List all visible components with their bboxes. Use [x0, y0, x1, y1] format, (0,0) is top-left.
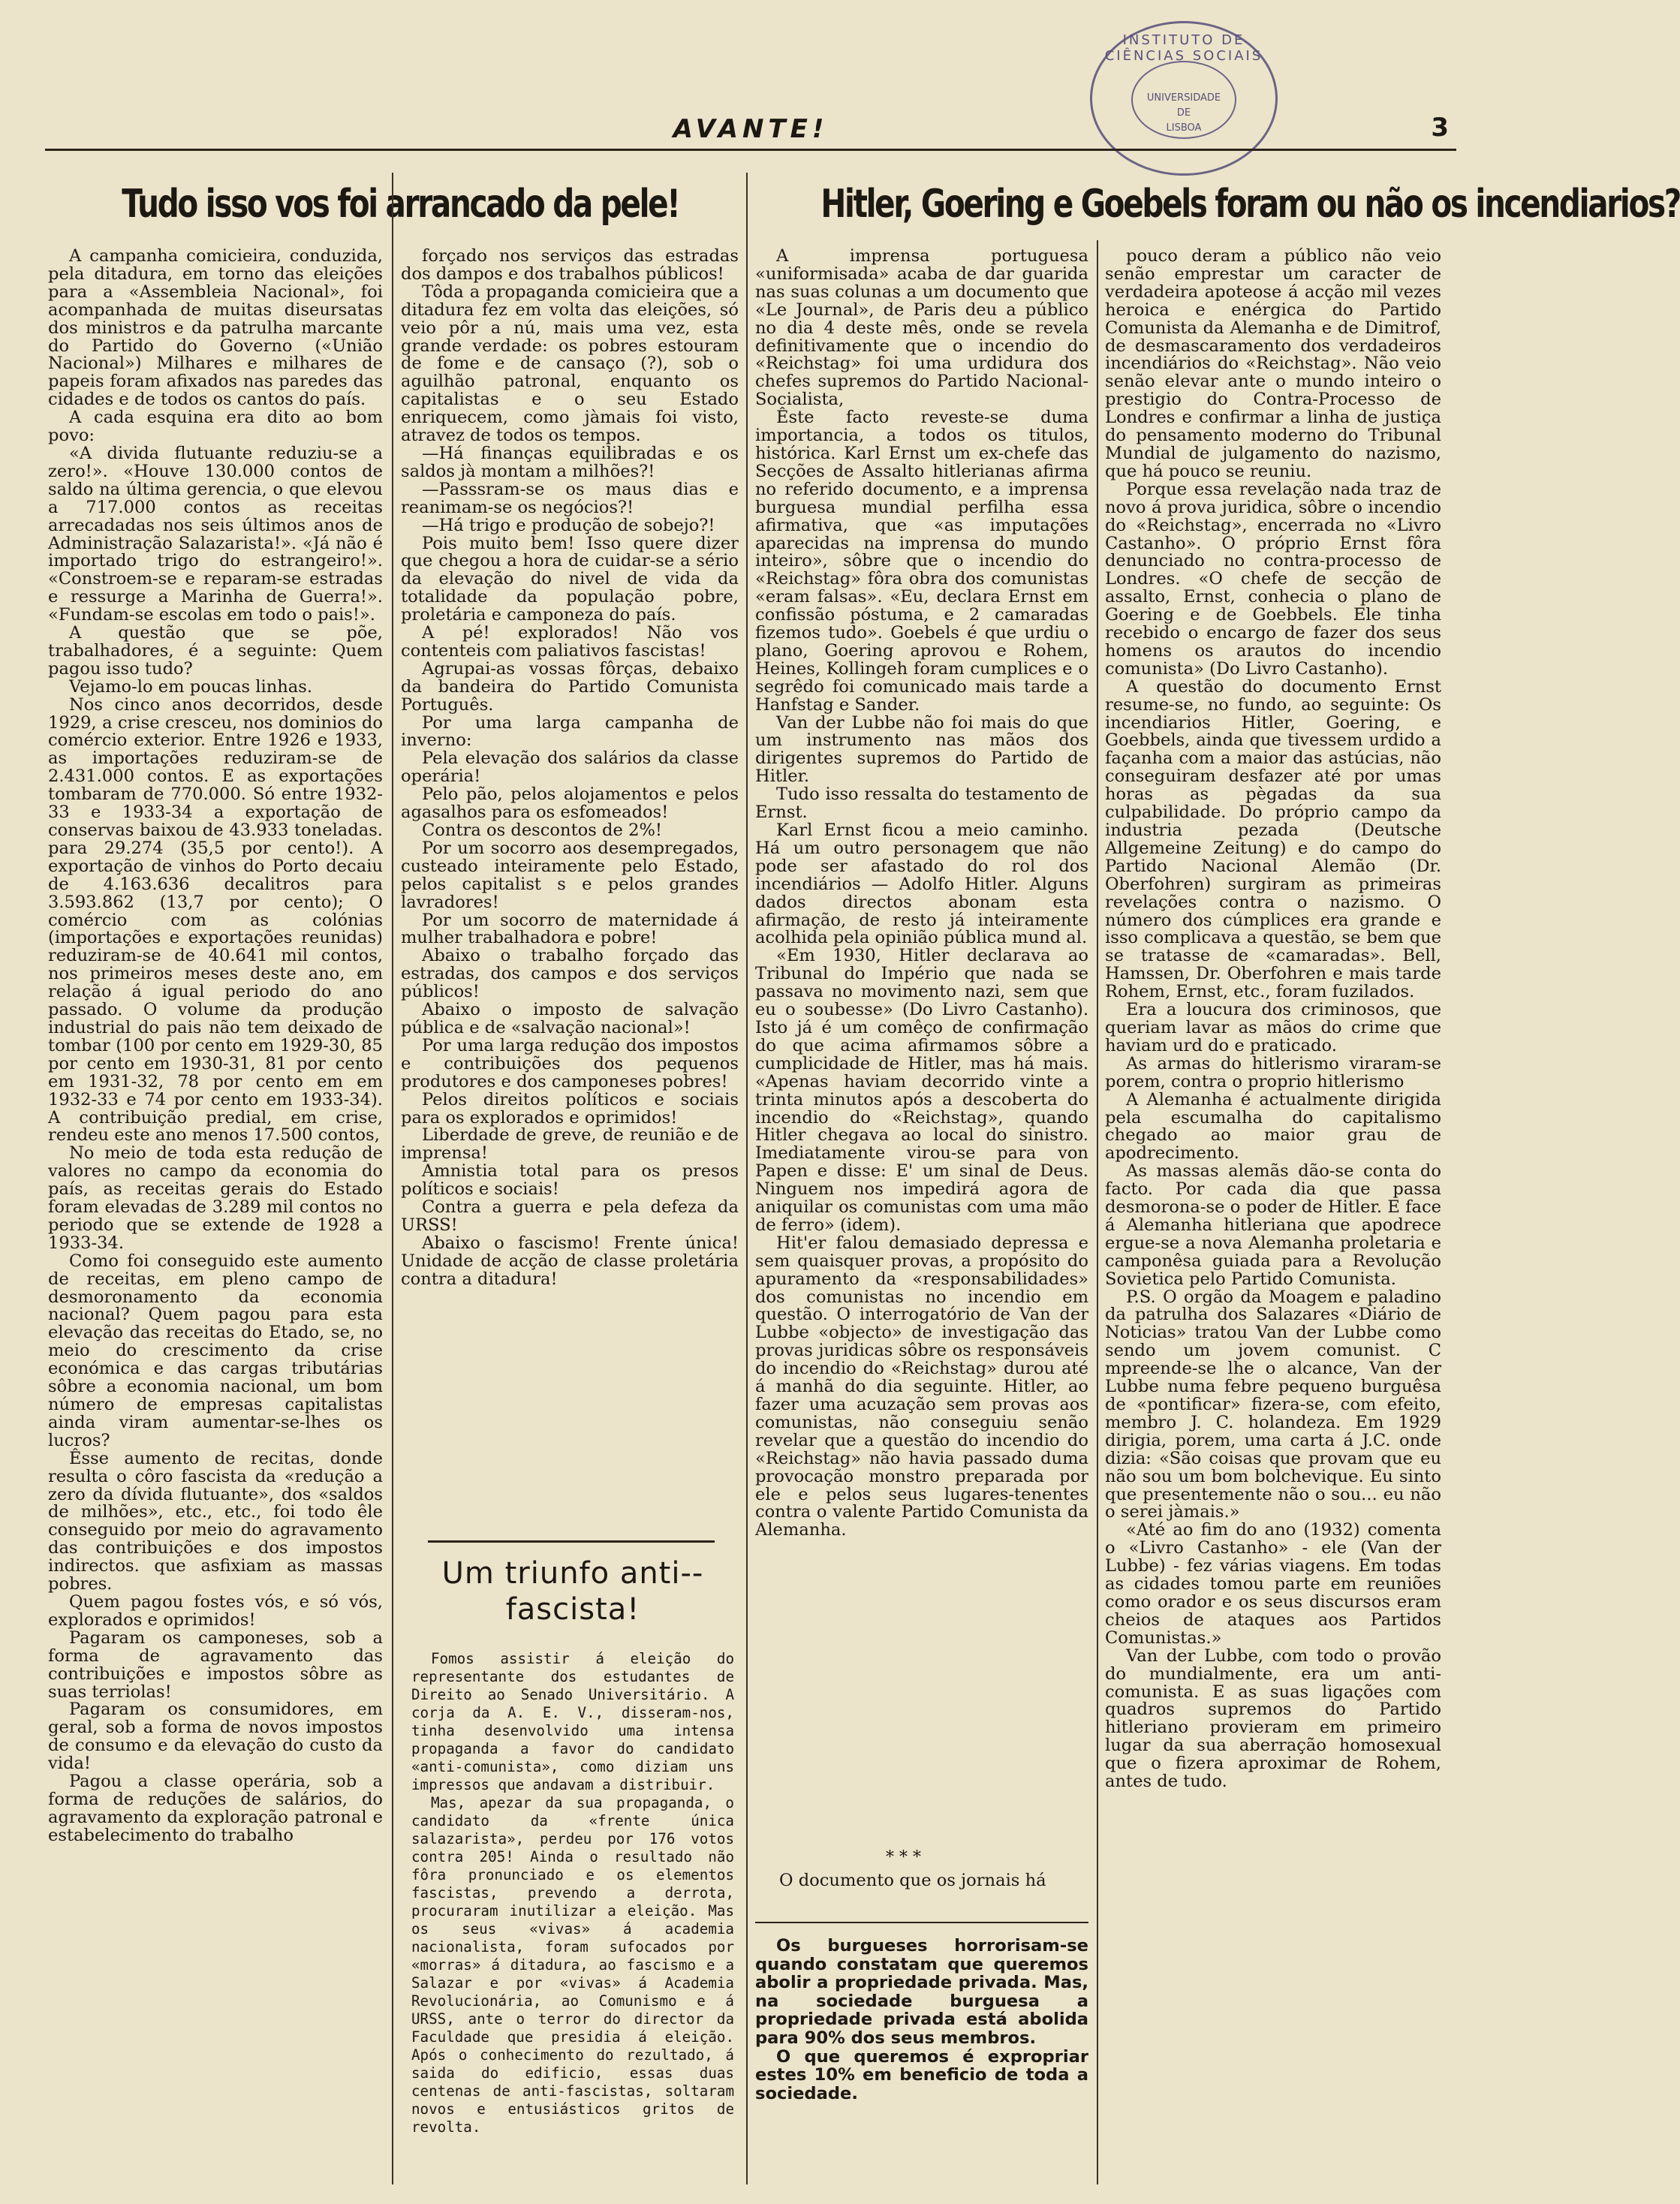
paragraph: Agrupai-as vossas fôrças, debaixo da bandeira do Partido Comunista Português.	[401, 658, 739, 715]
paragraph: Os burgueses horrorisam-se quando constatam que queremos abolir a propriedade privada. Mas, na sociedade burguesa a propriedade privada está abolida para 90% dos seus membros.	[755, 1936, 1088, 2048]
paragraph: Amnistia total para os presos políticos e sociais!	[401, 1161, 739, 1200]
paragraph: Fomos assistir á eleição do representante dos estudantes de Direito ao Senado Universitário. A corja da A. E. V., disseram-nos, tinha desenvolvido uma intensa propaganda a favor do candidato «anti-comunista», como diziam uns impressos que andavam a distribuir.	[411, 1650, 734, 1793]
stamp-line-3: LISBOA	[1166, 122, 1202, 134]
paragraph: Abaixo o fascismo! Frente única! Unidade de acção de classe proletária contra a ditadura!	[401, 1233, 739, 1289]
paragraph: Por um socorro de maternidade á mulher trabalhadora e pobre!	[401, 910, 739, 948]
paragraph: Porque essa revelação nada traz de novo á prova juridica, sôbre o incendio do «Reichstag», encerrada no «Livro Castanho». O próprio Ernst fôra denunciado no contra-processo de Londres. «O chefe de secção de assalto, Ernst, conhecia o plano de Goering e de Goebbels. Ele tinha recebido o encargo de fazer dos seus homens os arautos do incendio comunista» (Do Livro Castanho).	[1105, 479, 1441, 679]
paragraph: Hit'er falou demasiado depressa e sem quaisquer provas, a propósito do apuramento da «responsabilidades» dos comunistas no incendio em questão. O interrogatório de Van der Lubbe «objecto» de investigação das provas juridicas sôbre os responsáveis do incendio do «Reichstag» durou até á manhã do dia seguinte. Hitler, ao fazer uma acuzação sem provas aos comunistas, não conseguiu senão revelar que a questão do incendio do «Reichstag» não havia passado duma provocação monstro preparada por ele e pelos seus lugares-tenentes contra o valente Partido Comunista da Alemanha.	[755, 1233, 1088, 1540]
paragraph: Pagaram os consumidores, em geral, sob a forma de novos impostos de consumo e da elevação do custo da vida!	[48, 1700, 383, 1774]
left-article-column-1	[48, 248, 383, 1845]
paragraph: A imprensa portuguesa «uniformisada» acaba de dar guarida nas suas colunas a um documento que «Le Journal», de Paris deu a público no dia 4 deste mês, onde se revela definitivamente que o incendio do «Reichstag» foi uma urdidura dos chefes supremos do Partido Nacional-Socialista,	[755, 246, 1088, 410]
paragraph: Tôda a propaganda comicieira que a ditadura fez em volta das eleições, só veio pôr a nú, mais uma vez, esta grande verdade: os pobres estouram de fome e de cansaço (?), sob o aguilhão patronal, enquanto os capitalistas e o seu Estado enriquecem, como jàmais foi visto, atravez de todos os tempos.	[401, 282, 739, 446]
column-divider-1	[392, 173, 393, 2184]
paragraph: As armas do hitlerismo viraram-se porem, contra o proprio hitlerismo	[1105, 1053, 1441, 1091]
stamp-line-1: UNIVERSIDADE	[1146, 92, 1221, 104]
masthead	[45, 113, 1456, 151]
note-separator	[755, 1922, 1088, 1923]
paragraph: Como foi conseguido este aumento de receitas, em pleno campo de desmoronamento da economia nacional? Quem pagou para esta elevação das receitas do Etado, se, no meio do crescimento da crise económica e das cargas tributárias sôbre a economia nacional, um bom número de empresas capitalistas ainda viram aumentar-se-lhes os lucros?	[48, 1251, 383, 1450]
paragraph: Êste facto reveste-se duma importancia, a todos os titulos, histórica. Karl Ernst um ex-chefe das Secções de Assalto hitlerianas afirma no referido documento, e a imprensa burguesa mundial perfilha essa afirmativa, que «as imputações aparecidas na imprensa do mundo inteiro», sôbre que o incendio do «Reichstag» fôra obra dos comunistas «eram falsas». «Eu, declara Ernst em confissão póstuma, e 2 camaradas fizemos tudo». Goebels é que urdiu o plano, Goering aprovou e Rohem, Heines, Kollingeh foram cumplices e o segrêdo foi comunicado mais tarde a Hanfstag e Sander.	[755, 408, 1088, 715]
paragraph: Liberdade de greve, de reunião e de imprensa!	[401, 1125, 739, 1164]
document-continuation-line: O documento que os jornais há	[779, 1871, 1046, 1890]
paragraph: forçado nos serviços das estradas dos dampos e dos trabalhos públicos!	[401, 246, 739, 284]
paragraph: Pagou a classe operária, sob a forma de reduções de salários, do agravamento da exploração patronal e estabelecimento do trabalho	[48, 1772, 383, 1845]
paragraph: Mas, apezar da sua propaganda, o candidato da «frente única salazarista», perdeu por 176 votos contra 205! Ainda o resultado não fôra pronunciado e os elementos fascistas, prevendo a derrota, procuraram inutilizar a eleição. Mas os seus «vivas» á academia nacionalista, foram sufocados por «morras» á ditadura, ao fascismo e a Salazar e por «vivas» á Academia Revolucionária, ao Comunismo e á URSS, ante o terror do director da Faculdade que presidia á eleição. Após o conhecimento do rezultado, á saida do edificio, essas duas centenas de anti-fascistas, soltaram novos e entusiásticos gritos de revolta.	[411, 1794, 734, 2136]
paragraph: Pagaram os camponeses, sob a forma de agravamento das contribuições e impostos sôbre as suas terriolas!	[48, 1627, 383, 1702]
library-stamp	[1090, 21, 1278, 176]
paragraph: Pois muito bem! Isso quere dizer que chegou a hora de cuidar-se a sério da elevação do nivel de vida da totalidade da população pobre, proletária e camponeza do país.	[401, 533, 739, 625]
right-article-headline: Hitler, Goering e Goebels foram ou não os incendiarios?	[820, 182, 1680, 227]
paragraph: P.S. O orgão da Moagem e paladino da patrulha dos Salazares «Diário de Noticias» tratou Van der Lubbe como sendo um jovem comunist. C mpreende-se lhe o alcance, Van der Lubbe numa febre pequeno burguêsa de «pontificar» fizera-se, com efeito, membro J. C. holandeza. Em 1929 dirigia, porem, uma carta á J.C. onde dizia: «São coisas que provam que eu não sou um bom bolchevique. Eu sinto que presentemente não o sou... eu não o serei jàmais.»	[1105, 1287, 1441, 1522]
paragraph: Contra os descontos de 2%!	[422, 820, 662, 840]
paragraph: Karl Ernst ficou a meio caminho. Há um outro personagem que não pode ser afastado do rol dos incendiários — Adolfo Hitler. Alguns dados directos abonam esta afirmação, de resto já inteiramente acolhida pela opinião pública mund al.	[755, 820, 1088, 948]
paragraph: A Alemanha é actualmente dirigida pela escumalha do capitalismo chegado ao maior grau de apodrecimento.	[1105, 1089, 1441, 1164]
box-top-rule	[428, 1540, 715, 1549]
paragraph: No meio de toda esta redução de valores no campo da economia do país, as receitas gerais do Estado foram elevadas de 3.289 mil contos no periodo que se extende de 1928 a 1933-34.	[48, 1143, 383, 1253]
column-divider-3	[1097, 240, 1098, 2184]
paragraph: Tudo isso ressalta do testamento de Ernst.	[755, 784, 1088, 823]
paragraph: Contra a guerra e pela defeza da URSS!	[401, 1197, 739, 1235]
paper-name: AVANTE!	[673, 114, 829, 144]
right-article-column-1	[755, 248, 1088, 1540]
paragraph: «A divida flutuante reduziu-se a zero!». «Houve 130.000 contos de saldo na última gerencia, o que elevou a 717.000 contos as receitas arrecadadas nos seis últimos anos de Administração Salazarista!». «Já não é importado trigo do estrangeiro!». «Constroem-se e reparam-se estradas e ressurge a Marinha de Guerra!». «Fundam-se escolas em todo o pais!».	[48, 443, 383, 625]
stamp-line-2: DE	[1176, 107, 1191, 119]
paragraph: «Até ao fim do ano (1932) comenta o «Livro Castanho» - ele (Van der Lubbe) - fez várias viagens. Em todas as cidades tomou parte em reuniões como orador e os seus discursos eram cheios de ataques aos Partidos Comunistas.»	[1105, 1520, 1441, 1648]
paragraph: A questão do documento Ernst resume-se, no fundo, ao seguinte: Os incendiarios Hitler, Goering, e Goebbels, ainda que tivessem urdido a façanha com a maior das astúcias, não conseguiram desfazer até por umas horas as pègadas da sua culpabilidade. Do próprio campo da industria pezada (Deutsche Allgemeine Zeitung) e do campo do Partido Nacional Alemão (Dr. Oberfohren) surgiram as primeiras revelações contra o nazismo. O número dos cúmplices era grande e isso complicava a questão, se bem que se tratasse de «camaradas». Bell, Hamssen, Dr. Oberfohren e mais tarde Rohem, Ernst, etc., foram fuzilados.	[1105, 676, 1441, 1002]
paragraph: «Em 1930, Hitler declarava ao Tribunal do Império que nada se passava no movimento nazi, sem que eu o soubesse» (Do Livro Castanho). Isto já é um comêço de confirmação do que acima afirmamos sôbre a cumplicidade de Hitler, mas há mais. «Apenas haviam decorrido vinte a trinta minutos após a descoberta do incendio do «Reichstag», quando Hitler chegava ao local do sinistro. Imediatamente virou-se para von Papen e disse: E' um sinal de Deus. Ninguem nos impedirá agora de aniquilar os comunistas com uma mão de ferro» (idem).	[755, 946, 1088, 1235]
paragraph: Êsse aumento de recitas, donde resulta o côro fascista da «redução a zero da dívida flutuante», dos «saldos de milhões», etc., etc., foi todo êle conseguido por meio do agravamento das contribuições e dos impostos indirectos. que asfixiam as massas pobres.	[48, 1448, 383, 1594]
paragraph: Era a loucura dos criminosos, que queriam lavar as mãos do crime que haviam urd do e praticado.	[1105, 1000, 1441, 1055]
paragraph: O que queremos é expropriar estes 10% em beneficio de toda a sociedade.	[755, 2046, 1088, 2103]
paragraph: A campanha comicieira, conduzida, pela ditadura, em torno das eleições para a «Assembleia Nacional», foi acompanhada de muitas diseursatas dos ministros e da patrulha marcante do Partido do Governo («União Nacional») Milhares e milhares de papeis foram afixados nas paredes das cidades e de todos os cantos do país.	[48, 246, 383, 410]
paragraph: pouco deram a público não veio senão emprestar um caracter de verdadeira apoteose á acção mil vezes heroica e enérgica do Partido Comunista da Alemanha e de Dimitrof, de desmascaramento dos verdadeiros incendiários do «Reichstag». Não veio senão elevar ante o mundo inteiro o prestigio do Contra-Processo de Londres e confirmar a linha de justiça do pensamento moderno do Tribunal Mundial de julgamento do nazismo, que há pouco se reuniu.	[1105, 246, 1441, 481]
paragraph: Van der Lubbe, com todo o provão do mundialmente, era um anti-comunista. E as suas ligações com quadros supremos do Partido hitleriano provieram em primeiro lugar da sua aberração homosexual que o fizera aproximar de Rohem, antes de tudo.	[1105, 1645, 1441, 1792]
paragraph: A questão que se põe, trabalhadores, é a seguinte: Quem pagou isso tudo?	[48, 623, 383, 679]
box-title: Um triunfo anti--fascista!	[441, 1556, 704, 1627]
column-divider-2	[746, 173, 748, 2184]
left-article-column-2	[401, 248, 739, 1289]
section-asterisks: * * *	[886, 1848, 921, 1867]
paragraph: Abaixo o imposto de salvação pública e de «salvação nacional»!	[401, 1000, 739, 1037]
paragraph: —Há finanças equilibradas e os saldos jà montam a milhões?!	[401, 443, 739, 481]
paragraph: Pelo pão, pelos alojamentos e pelos agasalhos para os esfomeados!	[401, 784, 739, 823]
paragraph: —Passsram-se os maus dias e reanimam-se os negócios?!	[401, 479, 739, 517]
paragraph: —Há trigo e produção de sobejo?!	[422, 515, 715, 535]
paragraph: Por uma larga campanha de inverno:	[401, 712, 739, 751]
paragraph: Por uma larga redução dos impostos e contribuições dos pequenos produtores e dos camponeses pobres!	[401, 1035, 739, 1091]
paragraph: A pé! explorados! Não vos contenteis com paliativos fascistas!	[401, 623, 739, 661]
box-text	[411, 1650, 734, 2136]
right-article-column-2	[1105, 248, 1441, 1791]
bold-note	[755, 1937, 1088, 2103]
paragraph: A cada esquina era dito ao bom povo:	[48, 408, 383, 446]
page-number: 3	[1431, 113, 1449, 143]
left-article-headline: Tudo isso vos foi arrancado da pele!	[122, 182, 679, 227]
paragraph: Quem pagou fostes vós, e só vós, explorados e oprimidos!	[48, 1591, 383, 1630]
paragraph: Pelos direitos políticos e sociais para os explorados e oprimidos!	[401, 1089, 739, 1128]
paragraph: As massas alemãs dão-se conta do facto. Por cada dia que passa desmorona-se o poder de Hitler. E face á Alemanha hitleriana que apodrece ergue-se a nova Alemanha proletaria e camponêsa guiada para a Revolução Sovietica pelo Partido Comunista.	[1105, 1161, 1441, 1289]
paragraph: Nos cinco anos decorridos, desde 1929, a crise cresceu, nos dominios do comércio exterior. Entre 1926 e 1933, as importações reduziram-se de 2.431.000 contos. E as exportações tombaram de 770.000. Só entre 1932-33 e 1933-34 a exportação de conservas baixou de 43.933 toneladas. para 29.274 (35,5 por cento!). A exportação de vinhos do Porto decaiu de 4.163.636 decalitros para 3.593.862 (13,7 por cento); O comércio com as colónias (importações e exportações reunidas) reduziram-se de 40.641 mil contos, nos primeiros meses deste ano, em relação á igual periodo do ano passado. O volume da produção industrial do pais não tem deixado de tombar (100 por cento em 1929-30, 85 por cento em 1930-31, 81 por cento em 1931-32, 78 por cento em em 1932-33 e 74 por cento em 1933-34). A contribuição predial, em crise, rendeu este ano menos 17.500 contos,	[48, 694, 383, 1146]
paragraph: Vejamo-lo em poucas linhas.	[69, 676, 313, 697]
paragraph: Van der Lubbe não foi mais do que um instrumento nas mãos dos dirigentes supremos do Partido de Hitler.	[755, 712, 1088, 787]
paragraph: Por um socorro aos desempregados, custeado inteiramente pelo Estado, pelos capitalist s e pelos grandes lavradores!	[401, 838, 739, 912]
stamp-ring-text: INSTITUTO DE CIÊNCIAS SOCIAIS	[1104, 32, 1263, 64]
paragraph: Pela elevação dos salários da classe operária!	[401, 748, 739, 787]
paragraph: Abaixo o trabalho forçado das estradas, dos campos e dos serviços públicos!	[401, 946, 739, 1002]
